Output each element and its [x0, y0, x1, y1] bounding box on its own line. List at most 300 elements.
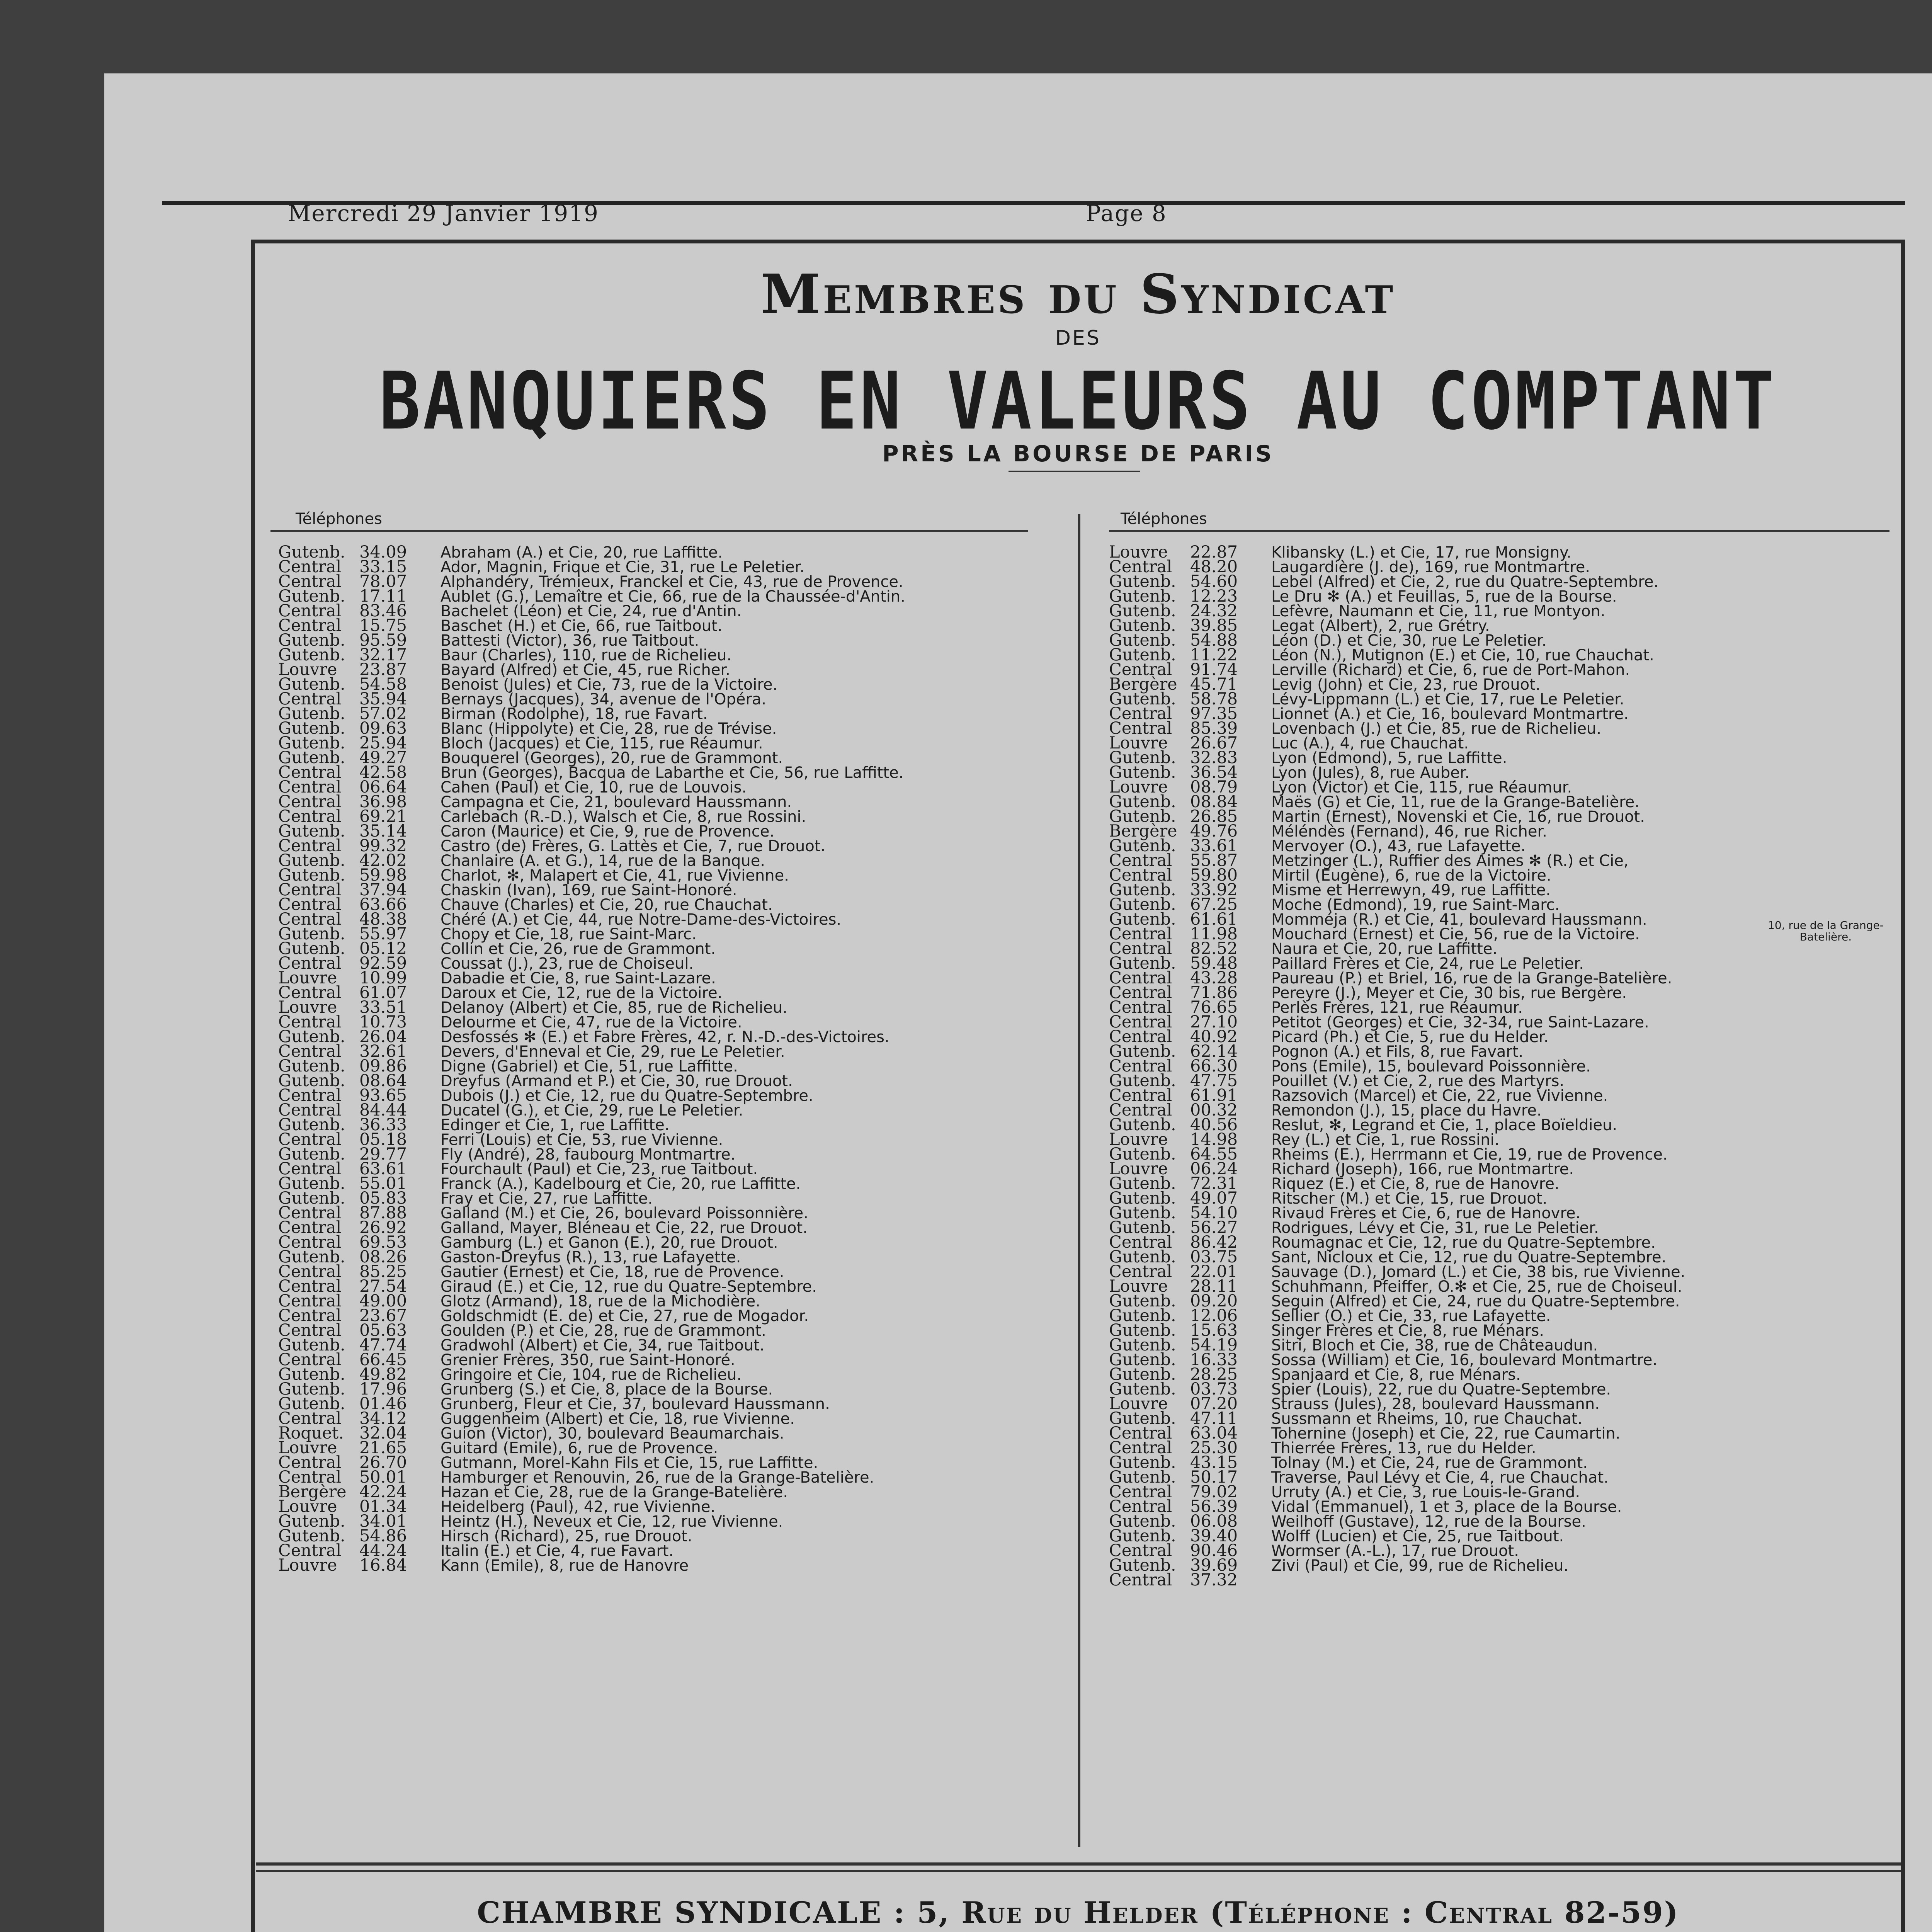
phone-number: 22.87	[1190, 543, 1238, 562]
member-entry: Sant, Nicloux et Cie, 12, rue du Quatre-Septembre.	[1271, 1248, 1667, 1266]
phone-number: 47.75	[1190, 1071, 1238, 1090]
exchange-name: Central	[278, 1218, 342, 1237]
exchange-name: Central	[278, 1203, 342, 1223]
phone-number: 61.91	[1190, 1086, 1238, 1105]
phone-number: 90.46	[1190, 1541, 1238, 1560]
phone-number: 34.09	[359, 543, 407, 562]
exchange-name: Louvre	[1109, 1277, 1168, 1296]
exchange-name: Gutenb.	[1109, 763, 1176, 782]
member-entry: Bernays (Jacques), 34, avenue de l'Opéra.	[440, 690, 767, 708]
phone-number: 72.31	[1190, 1174, 1238, 1193]
member-entry: Traverse, Paul Lévy et Cie, 4, rue Chauchat.	[1271, 1469, 1609, 1486]
phone-number: 39.85	[1190, 616, 1238, 635]
member-entry: Klibansky (L.) et Cie, 17, rue Monsigny.	[1271, 544, 1571, 561]
exchange-name: Central	[1109, 1233, 1172, 1252]
exchange-name: Gutenb.	[278, 1512, 345, 1531]
exchange-name: Gutenb.	[278, 719, 345, 738]
member-entry: Razsovich (Marcel) et Cie, 22, rue Vivienne.	[1271, 1087, 1608, 1105]
exchange-name: Gutenb.	[278, 631, 345, 650]
phone-number: 15.63	[1190, 1321, 1238, 1340]
phone-number: 14.98	[1190, 1130, 1238, 1149]
phone-number: 10.99	[359, 968, 407, 988]
phone-number: 32.04	[359, 1423, 407, 1443]
member-entry: Moche (Edmond), 19, rue Saint-Marc.	[1271, 896, 1560, 914]
exchange-name: Central	[278, 1233, 342, 1252]
phone-number: 47.11	[1190, 1409, 1238, 1428]
phone-number: 63.04	[1190, 1423, 1238, 1443]
member-entry: Gaston-Dreyfus (R.), 13, rue Lafayette.	[440, 1248, 741, 1266]
member-entry: Spier (Louis), 22, rue du Quatre-Septembre.	[1271, 1381, 1611, 1398]
member-entry: Heidelberg (Paul), 42, rue Vivienne.	[440, 1498, 716, 1516]
member-entry: Riquez (E.) et Cie, 8, rue de Hanovre.	[1271, 1175, 1560, 1193]
member-entry: Guitard (Emile), 6, rue de Provence.	[440, 1439, 718, 1457]
exchange-name: Central	[1109, 1423, 1172, 1443]
exchange-name: Central	[278, 836, 342, 855]
phone-number: 42.58	[359, 763, 407, 782]
phone-number: 49.27	[359, 748, 407, 767]
exchange-name: Central	[278, 954, 342, 973]
exchange-name: Bergère	[278, 1482, 347, 1502]
phone-number: 25.94	[359, 733, 407, 753]
member-entry: Galland (M.) et Cie, 26, boulevard Poissonnière.	[440, 1204, 808, 1222]
member-entry: Charlot, ✻, Malapert et Cie, 41, rue Vivienne.	[440, 867, 789, 884]
member-row	[278, 1558, 1070, 1573]
phone-number: 59.48	[1190, 954, 1238, 973]
exchange-name: Gutenb.	[278, 851, 345, 870]
exchange-name: Gutenb.	[1109, 1335, 1176, 1355]
exchange-name: Central	[1109, 851, 1172, 870]
phone-number: 01.46	[359, 1394, 407, 1413]
exchange-name: Louvre	[1109, 1130, 1168, 1149]
exchange-name: Central	[1109, 1570, 1172, 1590]
member-entry: Caron (Maurice) et Cie, 9, rue de Provence.	[440, 823, 775, 840]
phone-number: 26.67	[1190, 733, 1238, 753]
exchange-name: Gutenb.	[1109, 1145, 1176, 1164]
phone-number: 33.51	[359, 998, 407, 1017]
member-entry: Edinger et Cie, 1, rue Laffitte.	[440, 1116, 670, 1134]
member-entry: Benoist (Jules) et Cie, 73, rue de la Victoire.	[440, 676, 778, 694]
member-entry: Mervoyer (O.), 43, rue Lafayette.	[1271, 837, 1526, 855]
phone-number: 63.66	[359, 895, 407, 914]
exchange-name: Central	[1109, 1012, 1172, 1032]
member-entry: Chopy et Cie, 18, rue Saint-Marc.	[440, 925, 697, 943]
phone-number: 71.86	[1190, 983, 1238, 1002]
phone-number: 27.10	[1190, 1012, 1238, 1032]
exchange-name: Louvre	[1109, 543, 1168, 562]
phone-number: 95.59	[359, 631, 407, 650]
member-entry: Lyon (Edmond), 5, rue Laffitte.	[1271, 749, 1507, 767]
exchange-name: Central	[1109, 1100, 1172, 1120]
exchange-name: Central	[278, 1291, 342, 1311]
phone-number: 54.60	[1190, 572, 1238, 591]
phone-number: 05.18	[359, 1130, 407, 1149]
phone-number: 48.38	[359, 910, 407, 929]
phone-number: 24.32	[1190, 601, 1238, 621]
phone-number: 37.32	[1190, 1570, 1238, 1590]
exchange-name: Central	[278, 777, 342, 797]
exchange-name: Central	[278, 1409, 342, 1428]
member-entry: Italin (E.) et Cie, 4, rue Favart.	[440, 1542, 674, 1560]
phone-number: 49.00	[359, 1291, 407, 1311]
exchange-name: Gutenb.	[278, 704, 345, 723]
phone-number: 39.69	[1190, 1556, 1238, 1575]
exchange-name: Gutenb.	[1109, 1350, 1176, 1369]
member-entry: Ferri (Louis) et Cie, 53, rue Vivienne.	[440, 1131, 723, 1149]
exchange-name: Central	[278, 895, 342, 914]
member-entry: Mouchard (Ernest) et Cie, 56, rue de la Victoire.	[1271, 925, 1640, 943]
exchange-name: Central	[278, 807, 342, 826]
phone-number: 32.61	[359, 1042, 407, 1061]
phone-number: 12.23	[1190, 587, 1238, 606]
member-entry: Reslut, ✻, Legrand et Cie, 1, place Boïeldieu.	[1271, 1116, 1617, 1134]
exchange-name: Louvre	[278, 1497, 337, 1516]
rule-right	[1109, 530, 1889, 532]
phone-number: 09.63	[359, 719, 407, 738]
member-entry: Delanoy (Albert) et Cie, 85, rue de Richelieu.	[440, 999, 787, 1017]
member-entry: Dubois (J.) et Cie, 12, rue du Quatre-Septembre.	[440, 1087, 813, 1105]
rule-before-chambre-2	[256, 1870, 1901, 1872]
phone-number: 15.75	[359, 616, 407, 635]
member-entry: Fly (André), 28, faubourg Montmartre.	[440, 1146, 736, 1163]
exchange-name: Central	[278, 1159, 342, 1179]
member-entry: Castro (de) Frères, G. Lattès et Cie, 7, rue Drouot.	[440, 837, 826, 855]
exchange-name: Gutenb.	[278, 748, 345, 767]
member-entry: Fourchault (Paul) et Cie, 23, rue Taitbout.	[440, 1160, 758, 1178]
phone-number: 23.67	[359, 1306, 407, 1325]
exchange-name: Gutenb.	[278, 587, 345, 606]
phone-number: 12.06	[1190, 1306, 1238, 1325]
phone-number: 26.70	[359, 1453, 407, 1472]
exchange-name: Central	[278, 1130, 342, 1149]
exchange-name: Gutenb.	[278, 1379, 345, 1399]
member-entry: Picard (Ph.) et Cie, 5, rue du Helder.	[1271, 1028, 1549, 1046]
member-entry: Pouillet (V.) et Cie, 2, rue des Martyrs.	[1271, 1072, 1565, 1090]
member-entry: Le Dru ✻ (A.) et Feuillas, 5, rue de la Bourse.	[1271, 588, 1617, 605]
exchange-name: Gutenb.	[278, 1365, 345, 1384]
member-entry: Lyon (Jules), 8, rue Auber.	[1271, 764, 1470, 782]
phone-number: 17.11	[359, 587, 407, 606]
exchange-name: Gutenb.	[1109, 910, 1176, 929]
exchange-name: Gutenb.	[1109, 836, 1176, 855]
title-membres: Membres du Syndicat	[760, 263, 1396, 326]
exchange-name: Central	[1109, 939, 1172, 958]
member-entry: Metzinger (L.), Ruffier des Aimes ✻ (R.) et Cie,	[1271, 852, 1629, 870]
exchange-name: Bergère	[1109, 675, 1177, 694]
phone-number: 26.04	[359, 1027, 407, 1046]
exchange-name: Gutenb.	[1109, 1409, 1176, 1428]
phone-number: 45.71	[1190, 675, 1238, 694]
phone-number: 97.35	[1190, 704, 1238, 723]
exchange-name: Central	[1109, 998, 1172, 1017]
member-entry: Sellier (O.) et Cie, 33, rue Lafayette.	[1271, 1307, 1551, 1325]
member-entry: Battesti (Victor), 36, rue Taitbout.	[440, 632, 699, 650]
exchange-name: Gutenb.	[1109, 1512, 1176, 1531]
exchange-name: Central	[1109, 1086, 1172, 1105]
phone-number: 26.85	[1190, 807, 1238, 826]
member-entry: Goldschmidt (E. de) et Cie, 27, rue de Mogador.	[440, 1307, 809, 1325]
phone-number: 64.55	[1190, 1145, 1238, 1164]
exchange-name: Gutenb.	[278, 1174, 345, 1193]
member-entry: Thierrée Frères, 13, rue du Helder.	[1271, 1439, 1536, 1457]
exchange-name: Louvre	[278, 1438, 337, 1458]
member-entry: Lyon (Victor) et Cie, 115, rue Réaumur.	[1271, 779, 1572, 796]
exchange-name: Central	[1109, 983, 1172, 1002]
exchange-name: Central	[1109, 1262, 1172, 1281]
exchange-name: Gutenb.	[278, 645, 345, 665]
exchange-name: Central	[278, 1042, 342, 1061]
member-entry: Kann (Emile), 8, rue de Hanovre	[440, 1557, 689, 1575]
exchange-name: Gutenb.	[1109, 587, 1176, 606]
phone-number: 05.63	[359, 1321, 407, 1340]
member-entry: Misme et Herrewyn, 49, rue Laffitte.	[1271, 881, 1551, 899]
exchange-name: Central	[278, 1306, 342, 1325]
phone-number: 55.01	[359, 1174, 407, 1193]
exchange-name: Central	[1109, 1438, 1172, 1458]
exchange-name: Gutenb.	[1109, 1115, 1176, 1134]
exchange-name: Gutenb.	[1109, 689, 1176, 709]
member-entry: Delourme et Cie, 47, rue de la Victoire.	[440, 1014, 742, 1031]
member-entry: Urruty (A.) et Cie, 3, rue Louis-le-Grand.	[1271, 1483, 1580, 1501]
phone-number: 48.20	[1190, 557, 1238, 577]
exchange-name: Central	[278, 1012, 342, 1032]
exchange-name: Gutenb.	[278, 1247, 345, 1267]
exchange-name: Gutenb.	[1109, 601, 1176, 621]
member-entry: Gutmann, Morel-Kahn Fils et Cie, 15, rue Laffitte.	[440, 1454, 818, 1472]
phone-number: 37.94	[359, 880, 407, 900]
phone-number: 28.11	[1190, 1277, 1238, 1296]
phone-number: 85.25	[359, 1262, 407, 1281]
exchange-name: Gutenb.	[1109, 748, 1176, 767]
phone-number: 06.24	[1190, 1159, 1238, 1179]
phone-number: 49.82	[359, 1365, 407, 1384]
phone-number: 10.73	[359, 1012, 407, 1032]
phone-number: 42.02	[359, 851, 407, 870]
phone-number: 63.61	[359, 1159, 407, 1179]
member-entry: Dabadie et Cie, 8, rue Saint-Lazare.	[440, 969, 716, 987]
member-entry: Grenier Frères, 350, rue Saint-Honoré.	[440, 1351, 735, 1369]
member-entry: Goulden (P.) et Cie, 28, rue de Grammont.	[440, 1322, 766, 1340]
member-entry: Blanc (Hippolyte) et Cie, 28, rue de Trévise.	[440, 720, 777, 738]
exchange-name: Central	[1109, 660, 1172, 679]
phone-number: 03.75	[1190, 1247, 1238, 1267]
phone-number: 79.02	[1190, 1482, 1238, 1502]
member-entry: Chéré (A.) et Cie, 44, rue Notre-Dame-des-Victoires.	[440, 911, 842, 929]
exchange-name: Gutenb.	[1109, 631, 1176, 650]
member-entry: Rodrigues, Lévy et Cie, 31, rue Le Peletier.	[1271, 1219, 1599, 1237]
member-entry: Rivaud Frères et Cie, 6, rue de Hanovre.	[1271, 1204, 1581, 1222]
member-entry: Hazan et Cie, 28, rue de la Grange-Batelière.	[440, 1483, 788, 1501]
exchange-name: Central	[1109, 866, 1172, 885]
member-entry: Cahen (Paul) et Cie, 10, rue de Louvois.	[440, 779, 747, 796]
member-entry: Seguin (Alfred) et Cie, 24, rue du Quatre-Septembre.	[1271, 1293, 1680, 1310]
phone-number: 55.87	[1190, 851, 1238, 870]
member-entry: Ducatel (G.), et Cie, 29, rue Le Peletier.	[440, 1102, 743, 1119]
member-entry: Lovenbach (J.) et Cie, 85, rue de Richelieu.	[1271, 720, 1602, 738]
member-entry: Guggenheim (Albert) et Cie, 18, rue Vivienne.	[440, 1410, 795, 1428]
phone-number: 82.52	[1190, 939, 1238, 958]
exchange-name: Central	[278, 983, 342, 1002]
phone-number: 00.32	[1190, 1100, 1238, 1120]
exchange-name: Gutenb.	[278, 924, 345, 944]
member-entry: Gringoire et Cie, 104, rue de Richelieu.	[440, 1366, 742, 1384]
phone-number: 56.27	[1190, 1218, 1238, 1237]
phone-number: 93.65	[359, 1086, 407, 1105]
exchange-name: Gutenb.	[1109, 572, 1176, 591]
exchange-name: Gutenb.	[278, 1394, 345, 1413]
exchange-name: Central	[278, 1468, 342, 1487]
member-entry: Spanjaard et Cie, 8, rue Ménars.	[1271, 1366, 1521, 1384]
member-entry: Roumagnac et Cie, 12, rue du Quatre-Septembre.	[1271, 1234, 1656, 1252]
phone-number: 35.14	[359, 821, 407, 841]
member-entry: Singer Frères et Cie, 8, rue Ménars.	[1271, 1322, 1544, 1340]
member-entry: Strauss (Jules), 28, boulevard Haussmann.	[1271, 1395, 1600, 1413]
member-entry: Alphandéry, Trémieux, Franckel et Cie, 43, rue de Provence.	[440, 573, 903, 591]
metzinger-address-note: 10, rue de la Grange-Batelière.	[1768, 919, 1884, 943]
header-rule	[162, 201, 1905, 205]
member-entry: Digne (Gabriel) et Cie, 51, rue Laffitte.	[440, 1058, 738, 1075]
phone-number: 55.97	[359, 924, 407, 944]
exchange-name: Central	[278, 1321, 342, 1340]
phone-number: 49.76	[1190, 821, 1238, 841]
phone-number: 22.01	[1190, 1262, 1238, 1281]
member-entry: Ritscher (M.) et Cie, 15, rue Drouot.	[1271, 1190, 1548, 1208]
member-entry: Franck (A.), Kadelbourg et Cie, 20, rue Laffitte.	[440, 1175, 801, 1193]
exchange-name: Gutenb.	[1109, 1189, 1176, 1208]
phone-number: 43.15	[1190, 1453, 1238, 1472]
phone-number: 33.61	[1190, 836, 1238, 855]
exchange-name: Gutenb.	[1109, 954, 1176, 973]
phone-number: 26.92	[359, 1218, 407, 1237]
phone-number: 08.64	[359, 1071, 407, 1090]
chambre-syndicale-heading: CHAMBRE SYNDICALE : 5, Rue du Helder (Téléphone : Central 82-59)	[477, 1895, 1679, 1930]
phone-number: 54.10	[1190, 1203, 1238, 1223]
exchange-name: Louvre	[278, 1556, 337, 1575]
member-entry: Gamburg (L.) et Ganon (E.), 20, rue Drouot.	[440, 1234, 778, 1252]
member-entry: Remondon (J.), 15, place du Havre.	[1271, 1102, 1542, 1119]
phone-number: 86.42	[1190, 1233, 1238, 1252]
member-entry: Rey (L.) et Cie, 1, rue Rossini.	[1271, 1131, 1500, 1149]
member-entry: Hirsch (Richard), 25, rue Drouot.	[440, 1527, 692, 1545]
exchange-name: Louvre	[278, 968, 337, 988]
exchange-name: Gutenb.	[1109, 1365, 1176, 1384]
exchange-name: Louvre	[1109, 777, 1168, 797]
exchange-name: Gutenb.	[278, 1071, 345, 1090]
phone-number: 33.15	[359, 557, 407, 577]
member-entry: Lebel (Alfred) et Cie, 2, rue du Quatre-Septembre.	[1271, 573, 1659, 591]
phone-number: 78.07	[359, 572, 407, 591]
phone-number: 35.94	[359, 689, 407, 709]
exchange-name: Central	[1109, 968, 1172, 988]
phone-number: 17.96	[359, 1379, 407, 1399]
exchange-name: Central	[1109, 1027, 1172, 1046]
exchange-name: Gutenb.	[1109, 895, 1176, 914]
member-entry: Momméja (R.) et Cie, 41, boulevard Haussmann.	[1271, 911, 1647, 929]
member-entry: Bouquerel (Georges), 20, rue de Grammont.	[440, 749, 783, 767]
member-entry: Léon (N.), Mutignon (E.) et Cie, 10, rue Chauchat.	[1271, 646, 1654, 664]
phone-number: 21.65	[359, 1438, 407, 1458]
phone-number: 25.30	[1190, 1438, 1238, 1458]
phone-number: 99.32	[359, 836, 407, 855]
phone-number: 40.56	[1190, 1115, 1238, 1134]
member-entry: Tohernine (Joseph) et Cie, 22, rue Caumartin.	[1271, 1425, 1621, 1442]
exchange-name: Louvre	[278, 660, 337, 679]
member-entry: Tolnay (M.) et Cie, 24, rue de Grammont.	[1271, 1454, 1588, 1472]
member-entry: Fray et Cie, 27, rue Laffitte.	[440, 1190, 653, 1208]
exchange-name: Gutenb.	[1109, 1321, 1176, 1340]
phone-number: 50.01	[359, 1468, 407, 1487]
phone-number: 36.98	[359, 792, 407, 811]
phone-number: 29.77	[359, 1145, 407, 1164]
member-entry: Sitri, Bloch et Cie, 38, rue de Châteaudun.	[1271, 1337, 1598, 1354]
member-entry: Legat (Albert), 2, rue Grétry.	[1271, 617, 1490, 635]
phone-number: 03.73	[1190, 1379, 1238, 1399]
member-entry: Brun (Georges), Bacqua de Labarthe et Cie, 56, rue Laffitte.	[440, 764, 904, 782]
member-entry: Levig (John) et Cie, 23, rue Drouot.	[1271, 676, 1541, 694]
phone-number: 56.39	[1190, 1497, 1238, 1516]
exchange-name: Gutenb.	[1109, 645, 1176, 665]
phone-number: 58.78	[1190, 689, 1238, 709]
title-bourse: PRÈS LA BOURSE DE PARIS	[882, 440, 1274, 467]
member-entry: Martin (Ernest), Novenski et Cie, 16, rue Drouot.	[1271, 808, 1645, 826]
exchange-name: Central	[278, 1100, 342, 1120]
member-entry: Sussmann et Rheims, 10, rue Chauchat.	[1271, 1410, 1583, 1428]
phone-number: 08.26	[359, 1247, 407, 1267]
telephones-label-left: Téléphones	[296, 510, 382, 528]
column-divider	[1078, 514, 1080, 1847]
exchange-name: Central	[278, 910, 342, 929]
phone-number: 47.74	[359, 1335, 407, 1355]
exchange-name: Gutenb.	[1109, 1247, 1176, 1267]
member-entry: Léon (D.) et Cie, 30, rue Le Peletier.	[1271, 632, 1547, 650]
phone-number: 67.25	[1190, 895, 1238, 914]
member-entry: Wormser (A.-L.), 17, rue Drouot.	[1271, 1542, 1519, 1560]
phone-number: 54.58	[359, 675, 407, 694]
exchange-name: Central	[1109, 557, 1172, 577]
exchange-name: Central	[278, 1262, 342, 1281]
member-entry: Lerville (Richard) et Cie, 6, rue de Port-Mahon.	[1271, 661, 1630, 679]
phone-number: 09.86	[359, 1056, 407, 1076]
exchange-name: Central	[1109, 1497, 1172, 1516]
member-entry: Bayard (Alfred) et Cie, 45, rue Richer.	[440, 661, 730, 679]
member-entry: Pons (Emile), 15, boulevard Poissonnière.	[1271, 1058, 1591, 1075]
phone-number: 92.59	[359, 954, 407, 973]
exchange-name: Gutenb.	[278, 939, 345, 958]
member-entry: Devers, d'Enneval et Cie, 29, rue Le Peletier.	[440, 1043, 785, 1061]
exchange-name: Gutenb.	[1109, 807, 1176, 826]
exchange-name: Central	[278, 601, 342, 621]
phone-number: 05.83	[359, 1189, 407, 1208]
member-entry: Laugardière (J. de), 169, rue Montmartre.	[1271, 558, 1590, 576]
exchange-name: Central	[278, 1453, 342, 1472]
member-entry: Gautier (Ernest) et Cie, 18, rue de Provence.	[440, 1263, 784, 1281]
member-entry: Wolff (Lucien) et Cie, 25, rue Taitbout.	[1271, 1527, 1564, 1545]
member-entry: Perlès Frères, 121, rue Réaumur.	[1271, 999, 1523, 1017]
member-entry: Bachelet (Léon) et Cie, 24, rue d'Antin.	[440, 602, 742, 620]
member-entry: Luc (A.), 4, rue Chauchat.	[1271, 735, 1469, 752]
member-entry: Aublet (G.), Lemaître et Cie, 66, rue de la Chaussée-d'Antin.	[440, 588, 905, 605]
phone-number: 50.17	[1190, 1468, 1238, 1487]
exchange-name: Gutenb.	[1109, 1526, 1176, 1546]
member-entry: Pognon (A.) et Fils, 8, rue Favart.	[1271, 1043, 1524, 1061]
exchange-name: Louvre	[278, 998, 337, 1017]
exchange-name: Louvre	[1109, 1159, 1168, 1179]
exchange-name: Central	[1109, 719, 1172, 738]
member-entry: Maës (G) et Cie, 11, rue de la Grange-Batelière.	[1271, 793, 1639, 811]
phone-number: 36.33	[359, 1115, 407, 1134]
member-entry: Collin et Cie, 26, rue de Grammont.	[440, 940, 716, 958]
phone-number: 34.12	[359, 1409, 407, 1428]
member-entry: Abraham (A.) et Cie, 20, rue Laffitte.	[440, 544, 723, 561]
